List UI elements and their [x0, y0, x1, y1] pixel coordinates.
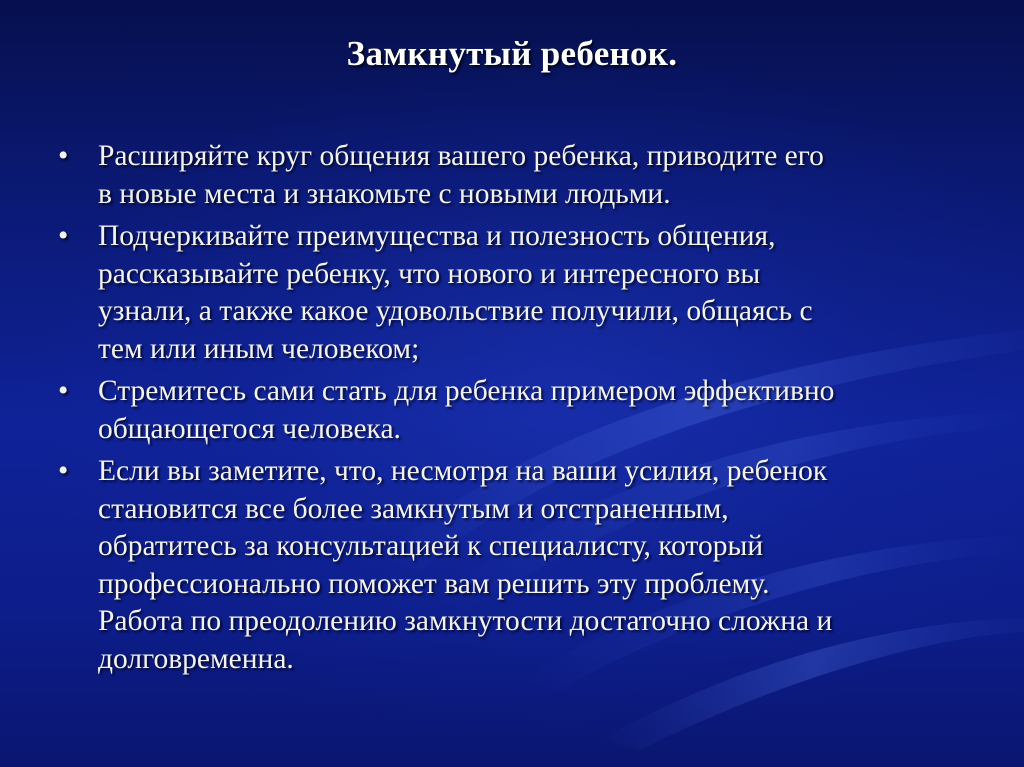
bullet-line: Если вы заметите, что, несмотря на ваши усилия, ребенок: [98, 455, 828, 487]
bullet-item: [58, 138, 978, 213]
bullet-line: тем или иным человеком;: [98, 332, 420, 365]
bullet-text: [98, 138, 978, 213]
bullet-line: в новые места и знакомьте с новыми людьми.: [98, 177, 671, 210]
bullet-line: Работа по преодолению замкнутости достаточно сложна и: [98, 605, 833, 637]
bullet-line: рассказывайте ребенку, что нового и интересного вы: [98, 257, 761, 290]
bullet-dot-icon: •: [58, 455, 69, 487]
bullet-list: [58, 138, 978, 683]
bullet-item: [58, 218, 978, 368]
bullet-text: [98, 373, 978, 448]
slide-title: Замкнутый ребенок.: [346, 34, 678, 73]
bullet-line: Стремитесь сами стать для ребенка примером эффективно: [98, 375, 835, 407]
bullet-item: [58, 453, 978, 678]
bullet-dot-icon: •: [58, 220, 69, 252]
bullet-line: профессионально поможет вам решить эту проблему.: [98, 567, 770, 600]
bullet-text: [98, 218, 978, 368]
bullet-line: узнали, а также какое удовольствие получили, общаясь с: [98, 295, 813, 327]
bullet-line: Подчеркивайте преимущества и полезность общения,: [98, 220, 776, 252]
bullet-line: Расширяйте круг общения вашего ребенка, приводите его: [98, 140, 824, 172]
bullet-dot-icon: •: [58, 375, 69, 407]
bullet-line: становится все более замкнутым и отстраненным,: [98, 492, 729, 525]
bullet-item: [58, 373, 978, 448]
bullet-line: обратитесь за консультацией к специалисту, который: [98, 530, 764, 562]
bullet-dot-icon: •: [58, 140, 69, 172]
bullet-line: общающегося человека.: [98, 412, 401, 445]
bullet-text: [98, 453, 978, 678]
bullet-line: долговременна.: [98, 642, 294, 675]
